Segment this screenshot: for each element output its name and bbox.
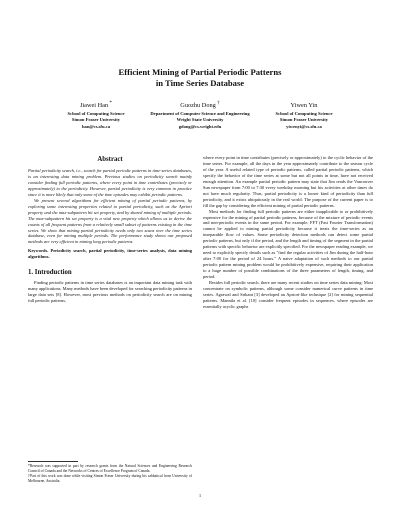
- abstract-heading: Abstract: [97, 156, 123, 163]
- title-line-2: in Time Series Database: [155, 78, 245, 88]
- author-institution: Simon Fraser University: [71, 117, 121, 123]
- footnote: *Research was supported in part by research grants from the Natural Sciences and Engineering Research Council of Canada and the Networks of Centres of Excellence Program of Canada.: [28, 464, 192, 473]
- author-email: han@cs.sfu.ca: [81, 123, 110, 129]
- keywords: Keywords. Periodicity search, partial periodicity, time-series analysis, data mining algorithms.: [28, 248, 192, 260]
- author-name: Guozhu Dong †: [180, 100, 220, 110]
- author-email: yiwenyi@cs.sfu.ca: [286, 123, 322, 129]
- author-block: [234, 99, 374, 130]
- footnotes: [28, 461, 192, 484]
- author-affiliation: School of Computing Science: [67, 111, 125, 117]
- author-name: Jiawei Han *: [79, 100, 113, 110]
- author-affiliation: Department of Computer Science and Engineering: [150, 111, 250, 117]
- right-column: [203, 155, 373, 310]
- left-column: [28, 155, 192, 304]
- body-paragraph: Most methods for finding full periodic patterns are either inapplicable to or prohibitively expensive for the mining of partial periodic patterns, because of the mixture of periodic events and non-periodic events in the same period. For example, FFT (Fast Fourier Transformation) cannot be applied to mining partial periodicity because it treats the time-series as an inseparable flow of values. Some periodicity detection methods can detect some partial periodic patterns, but only if the period, and the length and timing of the segment in the partial patterns with specific behavior are explicitly specified. For the newspaper reading example, we need to explicitly specify details such as "find the regular activities of Jim during the half-hour after 7:00 for the period of 24 hours." A naive adaptation of such methods to our partial periodic pattern mining problem would be prohibitively expensive, requiring their application to a huge number of possible combinations of the three parameters of length, timing, and period.: [203, 208, 373, 280]
- author-name: Yiwen Yin: [290, 102, 318, 110]
- section-heading: 1. Introduction: [28, 269, 72, 277]
- author-affiliation: School of Computing Science: [275, 111, 333, 117]
- paper-title: [0, 67, 400, 89]
- author-email: gdong@cs.wright.edu: [178, 123, 222, 129]
- footnote-rule: [28, 461, 78, 462]
- author-institution: Wright State University: [176, 117, 224, 123]
- author-institution: Simon Fraser University: [279, 117, 329, 123]
- title-line-1: Efficient Mining of Partial Periodic Patterns: [118, 67, 282, 77]
- abstract-section: [28, 155, 192, 245]
- page-number: 1: [198, 493, 202, 498]
- footnote: †Part of this work was done while visiting Simon Fraser University during his sabbatical from University of Melbourne, Australia.: [28, 474, 192, 483]
- body-paragraph: where every point in time contributes (precisely or approximately) to the cyclic behavior of the time series. For example, all the days in the year approximately contribute to the season cycle of the year. A useful related type of periodic patterns, called partial periodic patterns, which specify the behavior of the time series at some but not all points in time, have not received enough attention. An example partial periodic pattern may state that Jim reads the Vancouver Sun newspaper from 7:00 to 7:30 every weekday morning but his activities at other times do not have much regularity. Thus, partial periodicity is a looser kind of periodicity than full periodicity, and it exists ubiquitously in the real world. The purpose of the current paper is to fill the gap by considering the efficient mining of partial periodic patterns.: [203, 155, 373, 208]
- abstract-paragraph: Partial periodicity search, i.e., search for partial periodic patterns in time-series databases, is an interesting data mining problem. Previous studies on periodicity search mainly consider finding full periodic patterns, where every point in time contributes (precisely or approximately) to the periodicity. However, partial periodicity is very common in practice since it is more likely that only some of the time episodes may exhibit periodic patterns.: [28, 168, 192, 197]
- abstract-paragraph: We present several algorithms for efficient mining of partial periodic patterns, by exploring some interesting properties related to partial periodicity, such as the Apriori property and the max-subpattern hit set property, and by shared mining of multiple periods. The max-subpattern hit set property is a vital new property which allows us to derive the counts of all frequent patterns from a relatively small subset of patterns existing in the time series. We show that mining partial periodicity needs only two scans over the time series database, even for mining multiple periods. The performance study shows our proposed methods are very efficient in mining long periodic patterns.: [28, 197, 192, 245]
- body-paragraph: Finding periodic patterns in time series databases is an important data mining task with many applications. Many methods have been developed for searching periodicity patterns in large data sets [8]. However, most previous methods on periodicity search are on mining full periodic patterns,: [28, 280, 192, 304]
- body-paragraph: Besides full periodic search, there are many recent studies on time series data mining: Most concentrate on symbolic patterns, although some consider numerical curve patterns in time series. Agrawal and Srikant [3] developed an Apriori-like technique [2] for mining sequential patterns. Mannila et al. [10] consider frequent episodes in sequences, where episodes are essentially acyclic graphs: [203, 280, 373, 309]
